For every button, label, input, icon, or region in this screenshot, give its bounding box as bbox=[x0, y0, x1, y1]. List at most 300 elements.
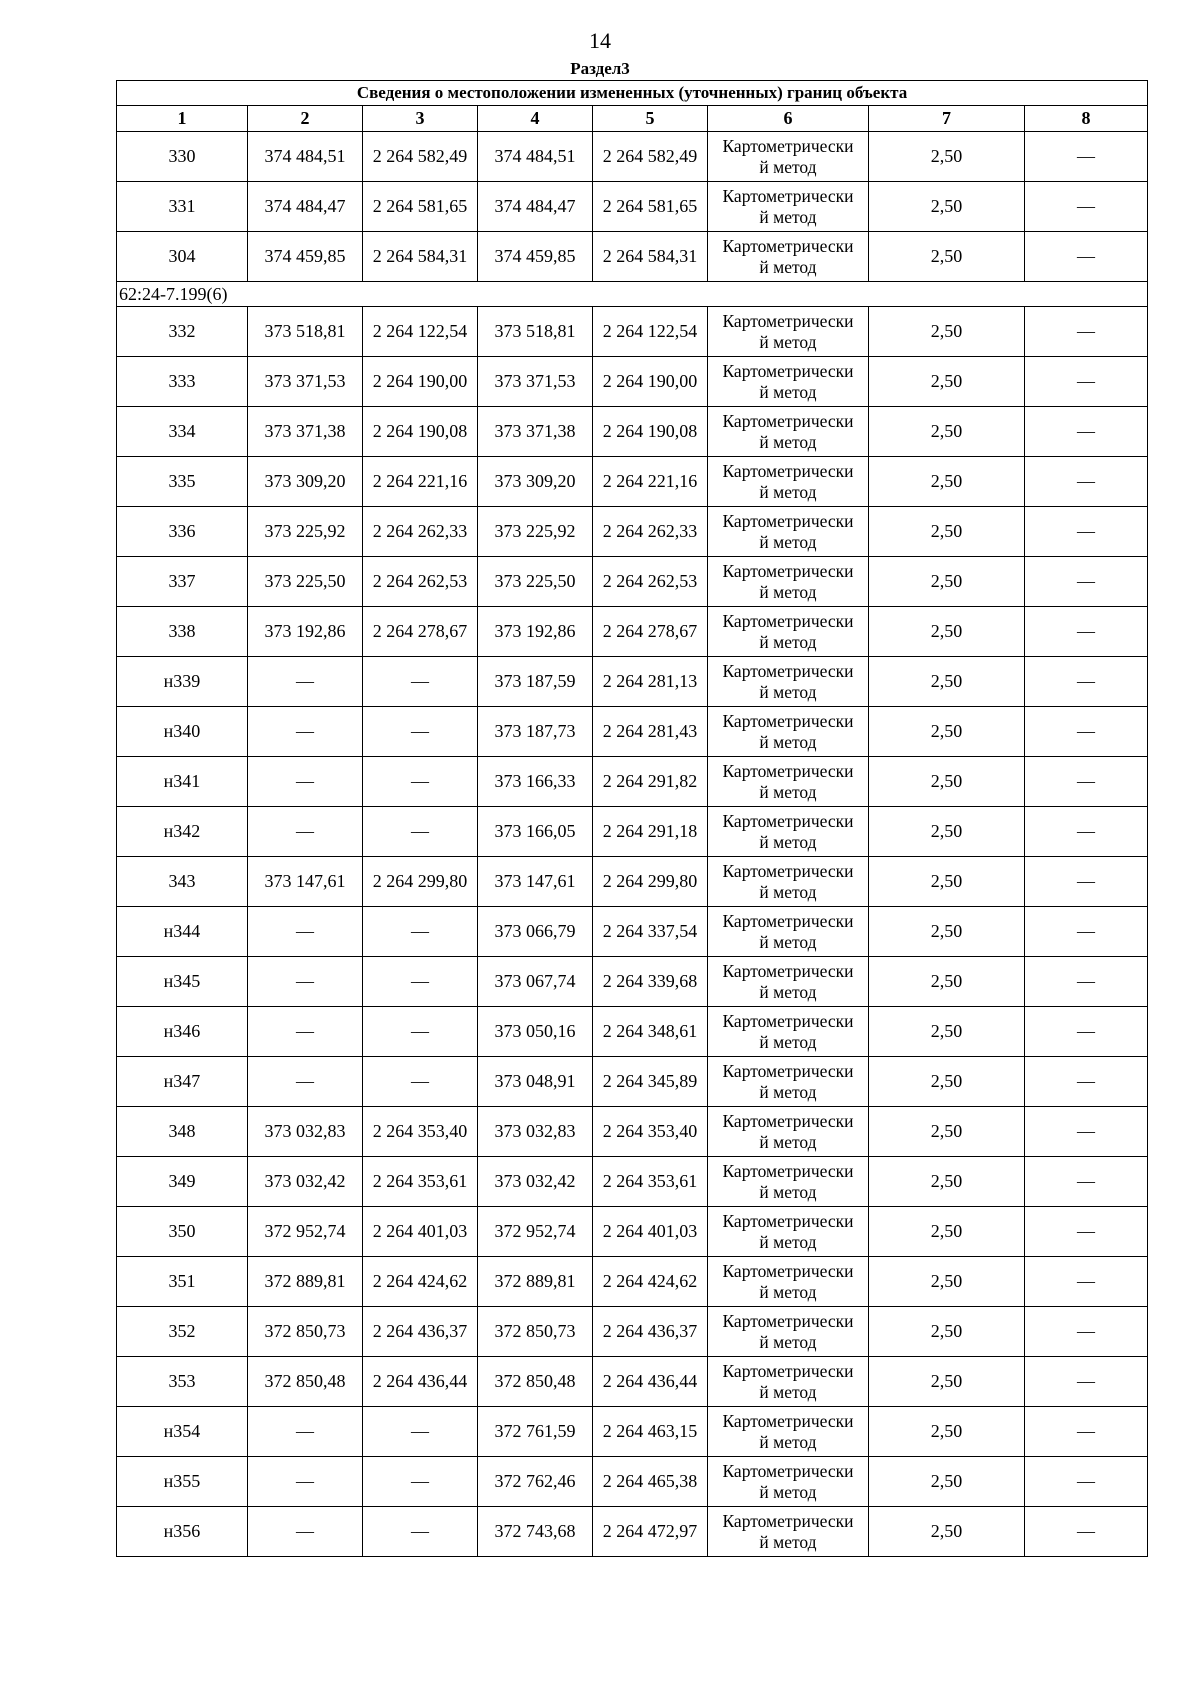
method-text: Картометрически bbox=[722, 460, 854, 481]
y-refined-cell: 2 264 465,38 bbox=[593, 1457, 708, 1507]
method-text: Картометрически bbox=[722, 760, 854, 781]
x-refined-cell: 372 889,81 bbox=[478, 1257, 593, 1307]
method-cell bbox=[708, 132, 869, 182]
y-refined-cell: 2 264 122,54 bbox=[593, 307, 708, 357]
x-refined-cell: 374 459,85 bbox=[478, 232, 593, 282]
method-cell bbox=[708, 1057, 869, 1107]
table-row bbox=[117, 957, 1148, 1007]
x-existing-cell: 372 850,73 bbox=[248, 1307, 363, 1357]
accuracy-cell: 2,50 bbox=[869, 657, 1025, 707]
y-refined-cell: 2 264 582,49 bbox=[593, 132, 708, 182]
method-text: й метод bbox=[759, 381, 817, 402]
y-existing-cell: 2 264 436,37 bbox=[363, 1307, 478, 1357]
method-cell bbox=[708, 907, 869, 957]
accuracy-cell: 2,50 bbox=[869, 407, 1025, 457]
table-row bbox=[117, 232, 1148, 282]
accuracy-cell: 2,50 bbox=[869, 1157, 1025, 1207]
y-existing-cell: — bbox=[363, 1457, 478, 1507]
method-cell bbox=[708, 357, 869, 407]
note-cell: — bbox=[1025, 857, 1148, 907]
accuracy-cell: 2,50 bbox=[869, 907, 1025, 957]
method-text: й метод bbox=[759, 531, 817, 552]
method-text: Картометрически bbox=[722, 1260, 854, 1281]
method-text: Картометрически bbox=[722, 1110, 854, 1131]
method-cell bbox=[708, 607, 869, 657]
method-text: Картометрически bbox=[722, 860, 854, 881]
y-existing-cell: 2 264 436,44 bbox=[363, 1357, 478, 1407]
method-text: Картометрически bbox=[722, 510, 854, 531]
y-refined-cell: 2 264 281,13 bbox=[593, 657, 708, 707]
note-cell: — bbox=[1025, 307, 1148, 357]
group-label: 62:24-7.199(6) bbox=[117, 282, 1148, 307]
method-text: й метод bbox=[759, 781, 817, 802]
x-existing-cell: — bbox=[248, 757, 363, 807]
y-refined-cell: 2 264 401,03 bbox=[593, 1207, 708, 1257]
method-cell bbox=[708, 657, 869, 707]
method-text: й метод bbox=[759, 1531, 817, 1552]
method-cell bbox=[708, 1407, 869, 1457]
method-text: Картометрически bbox=[722, 310, 854, 331]
table-row bbox=[117, 557, 1148, 607]
method-text: Картометрически bbox=[722, 185, 854, 206]
x-refined-cell: 373 187,73 bbox=[478, 707, 593, 757]
method-cell bbox=[708, 757, 869, 807]
point-number-cell: 353 bbox=[117, 1357, 248, 1407]
page-number: 14 bbox=[589, 28, 611, 53]
point-number-cell: 333 bbox=[117, 357, 248, 407]
method-cell bbox=[708, 1107, 869, 1157]
note-cell: — bbox=[1025, 507, 1148, 557]
accuracy-cell: 2,50 bbox=[869, 232, 1025, 282]
y-refined-cell: 2 264 472,97 bbox=[593, 1507, 708, 1557]
x-refined-cell: 373 518,81 bbox=[478, 307, 593, 357]
method-text: Картометрически bbox=[722, 1010, 854, 1031]
x-refined-cell: 372 850,73 bbox=[478, 1307, 593, 1357]
method-text: й метод bbox=[759, 1431, 817, 1452]
method-text: Картометрически bbox=[722, 1310, 854, 1331]
point-number-cell: 332 bbox=[117, 307, 248, 357]
point-number-cell: 334 bbox=[117, 407, 248, 457]
accuracy-cell: 2,50 bbox=[869, 357, 1025, 407]
y-existing-cell: — bbox=[363, 1507, 478, 1557]
method-text: й метод bbox=[759, 581, 817, 602]
note-cell: — bbox=[1025, 1457, 1148, 1507]
table-row bbox=[117, 607, 1148, 657]
x-refined-cell: 373 225,50 bbox=[478, 557, 593, 607]
method-text: й метод bbox=[759, 681, 817, 702]
x-existing-cell: — bbox=[248, 807, 363, 857]
note-cell: — bbox=[1025, 757, 1148, 807]
y-refined-cell: 2 264 463,15 bbox=[593, 1407, 708, 1457]
x-refined-cell: 373 166,33 bbox=[478, 757, 593, 807]
y-refined-cell: 2 264 339,68 bbox=[593, 957, 708, 1007]
method-cell bbox=[708, 807, 869, 857]
table-row bbox=[117, 1057, 1148, 1107]
x-refined-cell: 373 187,59 bbox=[478, 657, 593, 707]
section-title: Раздел3 bbox=[570, 59, 630, 78]
point-number-cell: н355 bbox=[117, 1457, 248, 1507]
y-refined-cell: 2 264 337,54 bbox=[593, 907, 708, 957]
column-number-row bbox=[117, 106, 1148, 132]
table-row bbox=[117, 407, 1148, 457]
y-refined-cell: 2 264 221,16 bbox=[593, 457, 708, 507]
x-existing-cell: — bbox=[248, 907, 363, 957]
table-row bbox=[117, 1507, 1148, 1557]
note-cell: — bbox=[1025, 607, 1148, 657]
y-refined-cell: 2 264 262,53 bbox=[593, 557, 708, 607]
note-cell: — bbox=[1025, 907, 1148, 957]
table-row bbox=[117, 1307, 1148, 1357]
x-refined-cell: 373 048,91 bbox=[478, 1057, 593, 1107]
method-cell bbox=[708, 507, 869, 557]
accuracy-cell: 2,50 bbox=[869, 182, 1025, 232]
column-number: 5 bbox=[593, 106, 708, 132]
y-existing-cell: 2 264 584,31 bbox=[363, 232, 478, 282]
accuracy-cell: 2,50 bbox=[869, 1257, 1025, 1307]
method-cell bbox=[708, 857, 869, 907]
method-text: й метод bbox=[759, 1481, 817, 1502]
y-refined-cell: 2 264 348,61 bbox=[593, 1007, 708, 1057]
table-row bbox=[117, 707, 1148, 757]
table-row bbox=[117, 807, 1148, 857]
x-refined-cell: 373 032,83 bbox=[478, 1107, 593, 1157]
method-text: й метод bbox=[759, 156, 817, 177]
note-cell: — bbox=[1025, 657, 1148, 707]
y-refined-cell: 2 264 299,80 bbox=[593, 857, 708, 907]
note-cell: — bbox=[1025, 957, 1148, 1007]
method-text: Картометрически bbox=[722, 360, 854, 381]
x-refined-cell: 374 484,51 bbox=[478, 132, 593, 182]
y-existing-cell: 2 264 581,65 bbox=[363, 182, 478, 232]
table-row bbox=[117, 457, 1148, 507]
point-number-cell: 335 bbox=[117, 457, 248, 507]
accuracy-cell: 2,50 bbox=[869, 457, 1025, 507]
method-text: й метод bbox=[759, 481, 817, 502]
point-number-cell: 330 bbox=[117, 132, 248, 182]
point-number-cell: н339 bbox=[117, 657, 248, 707]
x-existing-cell: 374 459,85 bbox=[248, 232, 363, 282]
method-text: Картометрически bbox=[722, 810, 854, 831]
y-refined-cell: 2 264 190,08 bbox=[593, 407, 708, 457]
y-existing-cell: — bbox=[363, 807, 478, 857]
y-existing-cell: 2 264 424,62 bbox=[363, 1257, 478, 1307]
point-number-cell: н344 bbox=[117, 907, 248, 957]
y-refined-cell: 2 264 345,89 bbox=[593, 1057, 708, 1107]
y-refined-cell: 2 264 291,82 bbox=[593, 757, 708, 807]
x-existing-cell: 373 192,86 bbox=[248, 607, 363, 657]
group-section bbox=[117, 282, 1148, 307]
accuracy-cell: 2,50 bbox=[869, 1507, 1025, 1557]
y-refined-cell: 2 264 262,33 bbox=[593, 507, 708, 557]
y-existing-cell: 2 264 582,49 bbox=[363, 132, 478, 182]
method-cell bbox=[708, 232, 869, 282]
x-refined-cell: 372 761,59 bbox=[478, 1407, 593, 1457]
method-text: й метод bbox=[759, 431, 817, 452]
method-cell bbox=[708, 1457, 869, 1507]
x-existing-cell: 373 309,20 bbox=[248, 457, 363, 507]
rows-before-group bbox=[117, 132, 1148, 282]
method-text: Картометрически bbox=[722, 560, 854, 581]
method-text: Картометрически bbox=[722, 610, 854, 631]
table-caption: Сведения о местоположении измененных (уточненных) границ объекта bbox=[117, 81, 1148, 106]
x-existing-cell: 373 032,83 bbox=[248, 1107, 363, 1157]
x-refined-cell: 373 147,61 bbox=[478, 857, 593, 907]
table-row bbox=[117, 907, 1148, 957]
method-text: Картометрически bbox=[722, 1510, 854, 1531]
rows-after-group bbox=[117, 307, 1148, 1557]
method-text: й метод bbox=[759, 981, 817, 1002]
note-cell: — bbox=[1025, 357, 1148, 407]
table-row bbox=[117, 857, 1148, 907]
note-cell: — bbox=[1025, 1057, 1148, 1107]
note-cell: — bbox=[1025, 1157, 1148, 1207]
method-cell bbox=[708, 407, 869, 457]
point-number-cell: н347 bbox=[117, 1057, 248, 1107]
method-text: Картометрически bbox=[722, 710, 854, 731]
method-text: й метод bbox=[759, 1281, 817, 1302]
x-existing-cell: 374 484,47 bbox=[248, 182, 363, 232]
note-cell: — bbox=[1025, 1107, 1148, 1157]
point-number-cell: н354 bbox=[117, 1407, 248, 1457]
x-existing-cell: — bbox=[248, 1057, 363, 1107]
table-row bbox=[117, 307, 1148, 357]
method-text: Картометрически bbox=[722, 135, 854, 156]
note-cell: — bbox=[1025, 457, 1148, 507]
x-refined-cell: 373 371,38 bbox=[478, 407, 593, 457]
method-text: й метод bbox=[759, 1381, 817, 1402]
table-row bbox=[117, 1157, 1148, 1207]
method-text: й метод bbox=[759, 256, 817, 277]
point-number-cell: н342 bbox=[117, 807, 248, 857]
point-number-cell: 351 bbox=[117, 1257, 248, 1307]
method-text: Картометрически bbox=[722, 1160, 854, 1181]
y-existing-cell: — bbox=[363, 657, 478, 707]
method-text: Картометрически bbox=[722, 1060, 854, 1081]
x-existing-cell: 373 225,92 bbox=[248, 507, 363, 557]
point-number-cell: н346 bbox=[117, 1007, 248, 1057]
boundary-table bbox=[116, 80, 1148, 1557]
method-cell bbox=[708, 457, 869, 507]
note-cell: — bbox=[1025, 1007, 1148, 1057]
x-refined-cell: 373 225,92 bbox=[478, 507, 593, 557]
y-refined-cell: 2 264 291,18 bbox=[593, 807, 708, 857]
y-existing-cell: 2 264 262,33 bbox=[363, 507, 478, 557]
table-row bbox=[117, 757, 1148, 807]
method-text: Картометрически bbox=[722, 1210, 854, 1231]
x-existing-cell: 373 371,53 bbox=[248, 357, 363, 407]
note-cell: — bbox=[1025, 1357, 1148, 1407]
column-number: 4 bbox=[478, 106, 593, 132]
accuracy-cell: 2,50 bbox=[869, 1407, 1025, 1457]
x-existing-cell: 372 952,74 bbox=[248, 1207, 363, 1257]
x-refined-cell: 372 850,48 bbox=[478, 1357, 593, 1407]
method-cell bbox=[708, 1357, 869, 1407]
table-row bbox=[117, 132, 1148, 182]
x-refined-cell: 372 952,74 bbox=[478, 1207, 593, 1257]
point-number-cell: 336 bbox=[117, 507, 248, 557]
table-row bbox=[117, 1107, 1148, 1157]
method-text: й метод bbox=[759, 631, 817, 652]
x-existing-cell: — bbox=[248, 707, 363, 757]
accuracy-cell: 2,50 bbox=[869, 1007, 1025, 1057]
column-number: 7 bbox=[869, 106, 1025, 132]
method-cell bbox=[708, 307, 869, 357]
x-existing-cell: 373 147,61 bbox=[248, 857, 363, 907]
y-existing-cell: 2 264 353,40 bbox=[363, 1107, 478, 1157]
y-refined-cell: 2 264 424,62 bbox=[593, 1257, 708, 1307]
method-cell bbox=[708, 1507, 869, 1557]
method-text: Картометрически bbox=[722, 960, 854, 981]
y-existing-cell: — bbox=[363, 1007, 478, 1057]
note-cell: — bbox=[1025, 707, 1148, 757]
method-text: й метод bbox=[759, 1231, 817, 1252]
x-refined-cell: 373 032,42 bbox=[478, 1157, 593, 1207]
method-text: й метод bbox=[759, 331, 817, 352]
method-text: й метод bbox=[759, 881, 817, 902]
x-refined-cell: 374 484,47 bbox=[478, 182, 593, 232]
point-number-cell: 352 bbox=[117, 1307, 248, 1357]
point-number-cell: 337 bbox=[117, 557, 248, 607]
note-cell: — bbox=[1025, 1307, 1148, 1357]
y-refined-cell: 2 264 190,00 bbox=[593, 357, 708, 407]
x-refined-cell: 373 067,74 bbox=[478, 957, 593, 1007]
method-text: й метод bbox=[759, 831, 817, 852]
y-existing-cell: 2 264 401,03 bbox=[363, 1207, 478, 1257]
method-cell bbox=[708, 1257, 869, 1307]
accuracy-cell: 2,50 bbox=[869, 1057, 1025, 1107]
point-number-cell: 338 bbox=[117, 607, 248, 657]
y-existing-cell: — bbox=[363, 957, 478, 1007]
point-number-cell: н345 bbox=[117, 957, 248, 1007]
point-number-cell: н356 bbox=[117, 1507, 248, 1557]
method-text: й метод bbox=[759, 931, 817, 952]
method-text: й метод bbox=[759, 1181, 817, 1202]
method-cell bbox=[708, 1157, 869, 1207]
table-row bbox=[117, 357, 1148, 407]
y-refined-cell: 2 264 278,67 bbox=[593, 607, 708, 657]
y-refined-cell: 2 264 581,65 bbox=[593, 182, 708, 232]
accuracy-cell: 2,50 bbox=[869, 757, 1025, 807]
x-existing-cell: — bbox=[248, 1457, 363, 1507]
note-cell: — bbox=[1025, 1507, 1148, 1557]
y-existing-cell: — bbox=[363, 1057, 478, 1107]
note-cell: — bbox=[1025, 1407, 1148, 1457]
accuracy-cell: 2,50 bbox=[869, 1107, 1025, 1157]
x-refined-cell: 373 371,53 bbox=[478, 357, 593, 407]
y-existing-cell: 2 264 299,80 bbox=[363, 857, 478, 907]
y-existing-cell: 2 264 190,00 bbox=[363, 357, 478, 407]
method-cell bbox=[708, 957, 869, 1007]
table-row bbox=[117, 1457, 1148, 1507]
x-existing-cell: — bbox=[248, 1407, 363, 1457]
accuracy-cell: 2,50 bbox=[869, 307, 1025, 357]
method-cell bbox=[708, 182, 869, 232]
y-refined-cell: 2 264 281,43 bbox=[593, 707, 708, 757]
column-number: 2 bbox=[248, 106, 363, 132]
note-cell: — bbox=[1025, 132, 1148, 182]
method-cell bbox=[708, 707, 869, 757]
table-row bbox=[117, 1207, 1148, 1257]
method-text: Картометрически bbox=[722, 235, 854, 256]
y-refined-cell: 2 264 436,44 bbox=[593, 1357, 708, 1407]
x-existing-cell: 373 032,42 bbox=[248, 1157, 363, 1207]
accuracy-cell: 2,50 bbox=[869, 507, 1025, 557]
x-refined-cell: 373 309,20 bbox=[478, 457, 593, 507]
column-number: 8 bbox=[1025, 106, 1148, 132]
column-number: 3 bbox=[363, 106, 478, 132]
note-cell: — bbox=[1025, 807, 1148, 857]
table-row bbox=[117, 657, 1148, 707]
method-cell bbox=[708, 1207, 869, 1257]
x-refined-cell: 372 762,46 bbox=[478, 1457, 593, 1507]
group-row bbox=[117, 282, 1148, 307]
note-cell: — bbox=[1025, 182, 1148, 232]
x-existing-cell: — bbox=[248, 657, 363, 707]
y-existing-cell: 2 264 262,53 bbox=[363, 557, 478, 607]
point-number-cell: 349 bbox=[117, 1157, 248, 1207]
column-number: 6 bbox=[708, 106, 869, 132]
x-refined-cell: 372 743,68 bbox=[478, 1507, 593, 1557]
method-text: й метод bbox=[759, 206, 817, 227]
table-row bbox=[117, 1407, 1148, 1457]
method-cell bbox=[708, 1307, 869, 1357]
x-existing-cell: 374 484,51 bbox=[248, 132, 363, 182]
y-existing-cell: — bbox=[363, 707, 478, 757]
x-existing-cell: — bbox=[248, 957, 363, 1007]
accuracy-cell: 2,50 bbox=[869, 957, 1025, 1007]
method-text: Картометрически bbox=[722, 910, 854, 931]
y-existing-cell: 2 264 278,67 bbox=[363, 607, 478, 657]
point-number-cell: н340 bbox=[117, 707, 248, 757]
y-existing-cell: — bbox=[363, 907, 478, 957]
y-existing-cell: 2 264 122,54 bbox=[363, 307, 478, 357]
y-existing-cell: 2 264 353,61 bbox=[363, 1157, 478, 1207]
table-row bbox=[117, 182, 1148, 232]
y-refined-cell: 2 264 353,40 bbox=[593, 1107, 708, 1157]
y-refined-cell: 2 264 436,37 bbox=[593, 1307, 708, 1357]
x-existing-cell: 373 371,38 bbox=[248, 407, 363, 457]
note-cell: — bbox=[1025, 1207, 1148, 1257]
table-row bbox=[117, 1357, 1148, 1407]
note-cell: — bbox=[1025, 1257, 1148, 1307]
point-number-cell: 304 bbox=[117, 232, 248, 282]
method-text: Картометрически bbox=[722, 1460, 854, 1481]
x-existing-cell: — bbox=[248, 1507, 363, 1557]
x-existing-cell: 373 225,50 bbox=[248, 557, 363, 607]
point-number-cell: н341 bbox=[117, 757, 248, 807]
x-refined-cell: 373 166,05 bbox=[478, 807, 593, 857]
accuracy-cell: 2,50 bbox=[869, 857, 1025, 907]
y-existing-cell: 2 264 221,16 bbox=[363, 457, 478, 507]
column-number: 1 bbox=[117, 106, 248, 132]
accuracy-cell: 2,50 bbox=[869, 557, 1025, 607]
x-existing-cell: 373 518,81 bbox=[248, 307, 363, 357]
accuracy-cell: 2,50 bbox=[869, 1307, 1025, 1357]
x-existing-cell: — bbox=[248, 1007, 363, 1057]
y-refined-cell: 2 264 353,61 bbox=[593, 1157, 708, 1207]
y-refined-cell: 2 264 584,31 bbox=[593, 232, 708, 282]
point-number-cell: 331 bbox=[117, 182, 248, 232]
method-text: Картометрически bbox=[722, 410, 854, 431]
method-text: Картометрически bbox=[722, 660, 854, 681]
note-cell: — bbox=[1025, 557, 1148, 607]
table-row bbox=[117, 1007, 1148, 1057]
point-number-cell: 350 bbox=[117, 1207, 248, 1257]
method-cell bbox=[708, 1007, 869, 1057]
note-cell: — bbox=[1025, 407, 1148, 457]
point-number-cell: 343 bbox=[117, 857, 248, 907]
accuracy-cell: 2,50 bbox=[869, 807, 1025, 857]
